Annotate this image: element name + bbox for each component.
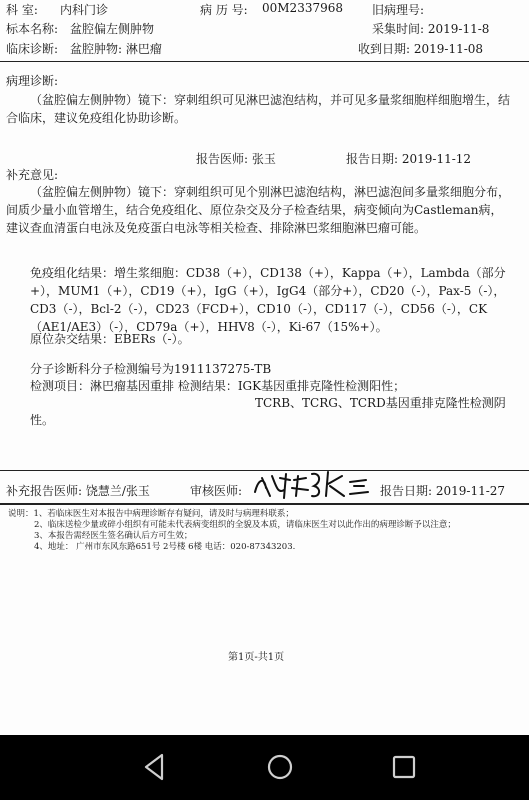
note-4: 4、地址： 广州市东风东路651号 2号楼 6楼 电话：020-87343203. bbox=[34, 542, 296, 552]
received-date: 收到日期: 2019-11-08 bbox=[358, 42, 484, 56]
ihc-results: 免疫组化结果：增生浆细胞：CD38（+），CD138（+），Kappa（+），Lambda（部分+），MUM1（+），CD19（+），IgG（+），IgG4（部分+），CD20（-），Pax-5（-），CD3（-），Bcl-2（-），CD23（FCD+），CD10（-），CD117（-），CD56（-），CK（AE1/AE3）（-），CD79a（+），HHV8（-），Ki-67（15%+）。 bbox=[30, 266, 506, 334]
diagnosis-title: 病理诊断: bbox=[6, 74, 59, 88]
collect-time: 采集时间: 2019-11-8 bbox=[372, 22, 490, 36]
specimen-value: 盆腔偏左侧肿物 bbox=[70, 22, 155, 36]
note-3: 3、本报告需经医生签名确认后方可生效； bbox=[34, 531, 193, 541]
header-divider bbox=[0, 61, 529, 62]
supplement-body: （盆腔偏左侧肿物）镜下：穿刺组织可见个别淋巴滤泡结构，淋巴滤泡间多量浆细胞分布，间质少量小血管增生，结合免疫组化、原位杂交及分子检查结果，病变倾向为Castleman病，建议查血清蛋白电泳及免疫蛋白电泳等相关检查、排除淋巴浆细胞淋巴瘤可能。 bbox=[6, 185, 511, 235]
note-1: 说明：1、若临床医生对本报告中病理诊断存有疑问，请及时与病理科联系； bbox=[8, 509, 294, 519]
dept-value: 内科门诊 bbox=[60, 3, 109, 17]
old-path-no-label: 旧病理号: bbox=[372, 3, 425, 17]
back-triangle-icon bbox=[134, 749, 174, 785]
diagnosis-doctor: 报告医师: 张玉 bbox=[196, 152, 276, 166]
specimen-label: 标本名称: bbox=[6, 22, 59, 36]
record-no-value: 00M2337968 bbox=[262, 1, 343, 15]
navigation-bar bbox=[0, 735, 529, 800]
diagnosis-date: 报告日期: 2019-11-12 bbox=[346, 152, 472, 166]
clinical-dx-value: 盆腔肿物: 淋巴瘤 bbox=[70, 42, 162, 56]
reviewer-signature bbox=[250, 466, 380, 502]
supplement-title: 补充意见: bbox=[6, 168, 59, 182]
recents-square-icon bbox=[384, 749, 424, 785]
clinical-dx-label: 临床诊断: bbox=[6, 42, 59, 56]
recents-button[interactable] bbox=[384, 749, 424, 785]
note-2: 2、临床送检少量或碎小组织有可能未代表病变组织的全貌及本质，请临床医生对以此作出的病理诊断予以注意； bbox=[34, 520, 456, 530]
dept-label: 科 室: bbox=[6, 3, 38, 17]
diagnosis-body: （盆腔偏左侧肿物）镜下：穿刺组织可见淋巴滤泡结构，并可见多量浆细胞样细胞增生，结合临床，建议免疫组化协助诊断。 bbox=[6, 93, 511, 125]
molecular-result-line3: 性。 bbox=[30, 413, 55, 427]
molecular-result-line1: 检测项目：淋巴瘤基因重排 检测结果：IGK基因重排克隆性检测阳性； bbox=[30, 379, 406, 393]
ish-results: 原位杂交结果：EBERs（-）。 bbox=[30, 332, 190, 346]
record-no-label: 病 历 号: bbox=[200, 3, 248, 17]
back-button[interactable] bbox=[134, 749, 174, 785]
reviewer-label: 审核医师: bbox=[190, 484, 243, 498]
supp-doctor: 补充报告医师: 饶慧兰/张玉 bbox=[6, 484, 150, 498]
report-date-final: 报告日期: 2019-11-27 bbox=[380, 484, 506, 498]
home-button[interactable] bbox=[260, 749, 300, 785]
molecular-id: 分子诊断科分子检测编号为1911137275-TB bbox=[30, 362, 272, 376]
molecular-result-line2: TCRB、TCRG、TCRD基因重排克隆性检测阴 bbox=[255, 396, 506, 410]
page-indicator: 第1页-共1页 bbox=[228, 652, 285, 663]
home-circle-icon bbox=[260, 749, 300, 785]
signature-bottom-divider bbox=[0, 503, 529, 505]
